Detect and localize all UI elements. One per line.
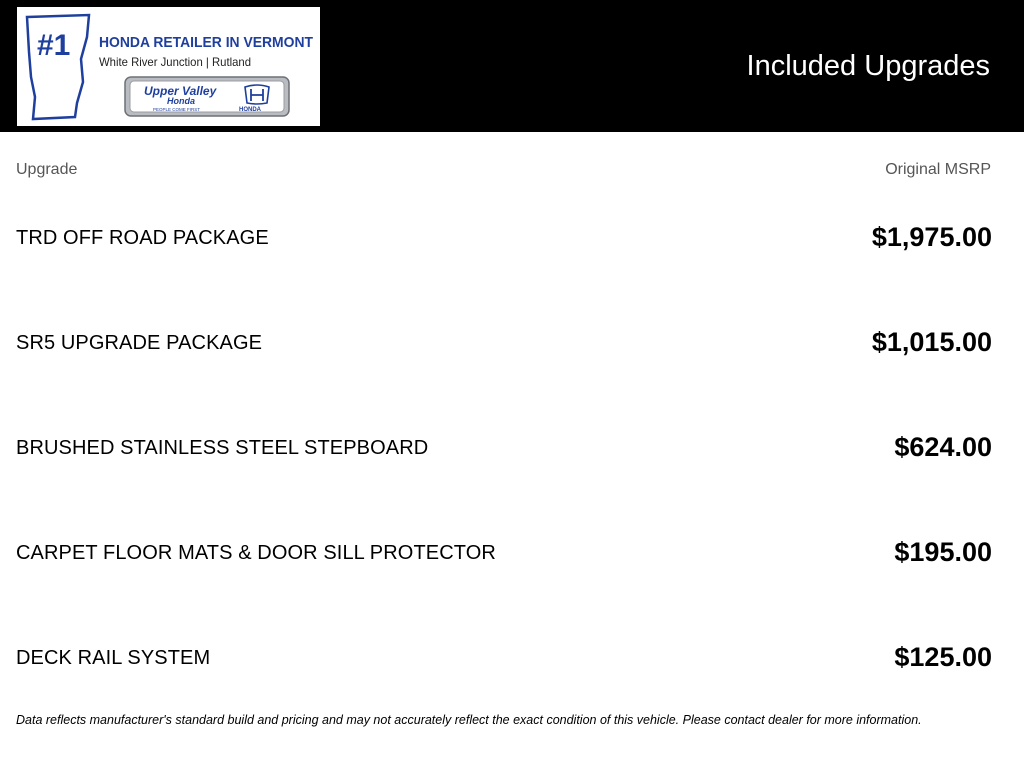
upgrade-name: SR5 UPGRADE PACKAGE [16, 332, 263, 354]
upgrade-row [16, 290, 992, 395]
column-header-upgrade: Upgrade [16, 161, 78, 178]
upgrade-name: DECK RAIL SYSTEM [16, 647, 211, 669]
vermont-honda-logo [17, 7, 320, 126]
disclaimer-text: Data reflects manufacturer's standard build and pricing and may not accurately reflect the exact condition of this vehicle. Please contact dealer for more information. [16, 713, 922, 727]
upgrade-price: $624.00 [894, 432, 992, 462]
logo-dealer-line2: Honda [167, 96, 195, 106]
upgrade-row [16, 395, 992, 500]
upgrade-name: TRD OFF ROAD PACKAGE [16, 227, 269, 249]
upgrade-row [16, 185, 992, 290]
logo-dealer-line1: Upper Valley [144, 84, 217, 98]
logo-tagline: PEOPLE COME FIRST [153, 107, 201, 112]
upgrade-row [16, 500, 992, 605]
upgrade-price: $195.00 [894, 537, 992, 567]
column-header-msrp: Original MSRP [885, 161, 991, 178]
dealer-logo [17, 7, 320, 126]
upgrade-name: CARPET FLOOR MATS & DOOR SILL PROTECTOR [16, 542, 496, 564]
logo-locations: White River Junction | Rutland [99, 55, 251, 69]
logo-headline: HONDA RETAILER IN VERMONT [99, 34, 313, 51]
upgrades-list [16, 185, 992, 710]
upgrade-price: $125.00 [894, 642, 992, 672]
upgrade-name: BRUSHED STAINLESS STEEL STEPBOARD [16, 437, 429, 459]
page-title: Included Upgrades [746, 50, 990, 82]
upgrade-price: $1,015.00 [871, 327, 992, 357]
logo-brand: HONDA [239, 107, 261, 113]
logo-badge: #1 [37, 29, 71, 62]
header-bar [0, 0, 1024, 132]
upgrade-row [16, 605, 992, 710]
upgrade-price: $1,975.00 [871, 222, 992, 252]
